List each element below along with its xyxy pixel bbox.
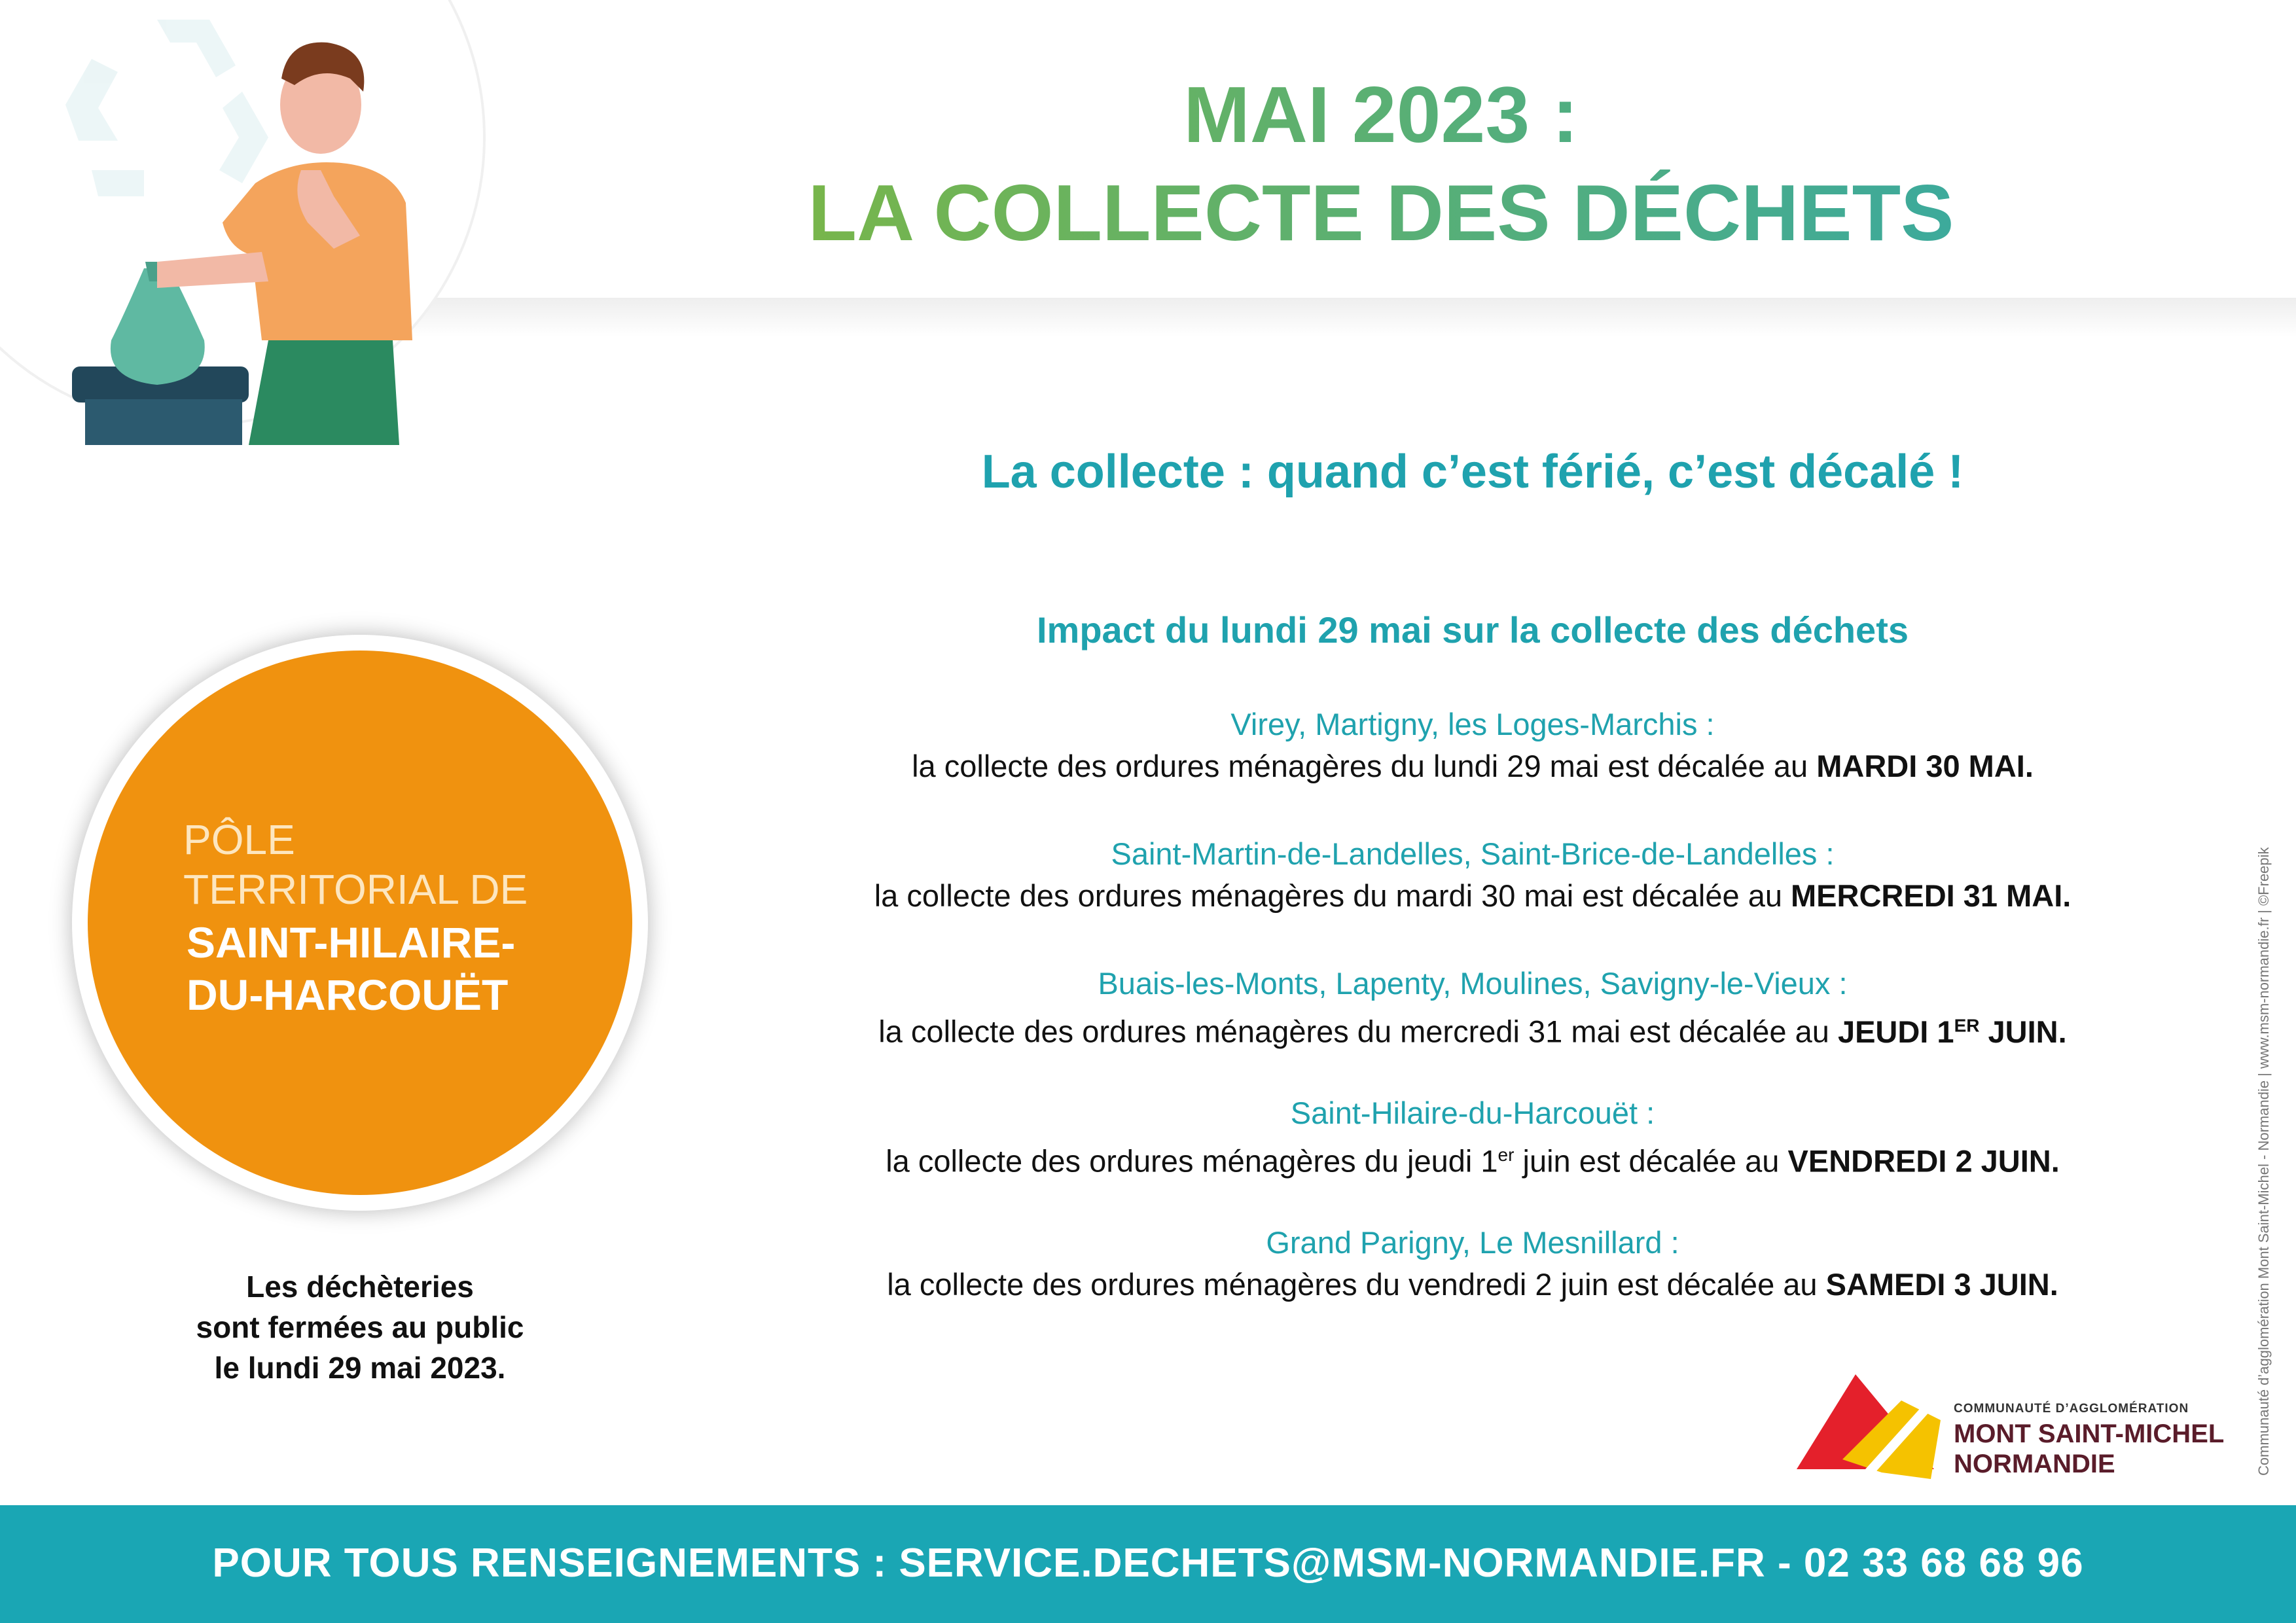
vertical-credit: Communauté d’agglomération Mont Saint-Michel - Normandie | www.msm-normandie.fr | ©Freepik — [2255, 847, 2272, 1476]
entry-description — [655, 745, 2291, 787]
page-title — [759, 65, 2003, 262]
entry-new-day: SAMEDI 3 JUIN. — [1825, 1267, 2058, 1302]
entry-towns: Saint-Martin-de-Landelles, Saint-Brice-de-Landelles : — [1111, 836, 1835, 871]
entry-description — [655, 1134, 2291, 1183]
logo-line-1: MONT SAINT-MICHEL — [1954, 1419, 2225, 1448]
note-line-2: sont fermées au public — [196, 1310, 524, 1344]
pole-line-4: DU-HARCOUËT — [187, 971, 509, 1019]
pole-town-name — [187, 916, 515, 1021]
collection-schedule-list — [655, 704, 2291, 1351]
entry-towns: Grand Parigny, Le Mesnillard : — [1266, 1225, 1679, 1260]
entry-description — [655, 1005, 2291, 1053]
schedule-entry — [655, 833, 2291, 963]
title-line-2: LA COLLECTE DES DÉCHETS — [808, 168, 1954, 257]
entry-text-prefix: la collecte des ordures ménagères du jeudi 1 — [886, 1143, 1498, 1179]
entry-text: la collecte des ordures ménagères du mercredi 31 mai est décalée au — [878, 1014, 1829, 1049]
note-line-1: Les déchèteries — [246, 1270, 474, 1304]
note-line-3: le lundi 29 mai 2023. — [214, 1351, 506, 1385]
entry-new-day-suffix: JUIN. — [1979, 1014, 2067, 1049]
closure-note — [164, 1266, 556, 1388]
schedule-entry — [655, 1222, 2291, 1351]
entry-text: la collecte des ordures ménagères du mardi 30 mai est décalée au — [874, 878, 1782, 913]
entry-new-day — [1838, 1014, 2067, 1049]
entry-towns: Saint-Hilaire-du-Harcouët : — [1290, 1096, 1655, 1130]
entry-description — [655, 875, 2291, 917]
entry-new-day-prefix: JEUDI 1 — [1837, 1014, 1954, 1049]
entry-towns: Virey, Martigny, les Loges-Marchis : — [1230, 707, 1715, 741]
impact-title: Impact du lundi 29 mai sur la collecte des déchets — [1037, 609, 1909, 651]
footer-contact: POUR TOUS RENSEIGNEMENTS : SERVICE.DECHETS@MSM-NORMANDIE.FR - 02 33 68 68 96 — [212, 1541, 2084, 1586]
logo-org-name — [1954, 1419, 2224, 1479]
entry-description — [655, 1264, 2291, 1306]
entry-new-day: MERCREDI 31 MAI. — [1791, 878, 2072, 913]
entry-new-day-sup: ER — [1954, 1015, 1980, 1035]
schedule-entry — [655, 704, 2291, 833]
entry-text: la collecte des ordures ménagères du lundi 29 mai est décalée au — [912, 749, 1808, 783]
pole-line-2: TERRITORIAL DE — [183, 866, 528, 913]
entry-towns: Buais-les-Monts, Lapenty, Moulines, Savigny-le-Vieux : — [1098, 966, 1848, 1001]
schedule-entry — [655, 1092, 2291, 1222]
entry-new-day: VENDREDI 2 JUIN. — [1787, 1143, 2060, 1179]
person-pants — [249, 340, 399, 445]
pole-line-3: SAINT-HILAIRE- — [187, 918, 516, 967]
entry-text-suffix: juin est décalée au — [1514, 1143, 1780, 1179]
subtitle: La collecte : quand c’est férié, c’est décalé ! — [981, 446, 1964, 498]
entry-text-sup: er — [1498, 1145, 1515, 1165]
pole-label — [183, 815, 528, 914]
pole-line-1: PÔLE — [183, 816, 295, 863]
man-holding-trash-bag-illustration — [0, 0, 491, 445]
entry-new-day: MARDI 30 MAI. — [1816, 749, 2034, 783]
schedule-entry — [655, 963, 2291, 1092]
logo-org-type: COMMUNAUTÉ D’AGGLOMÉRATION — [1954, 1402, 2189, 1416]
entry-text: la collecte des ordures ménagères du vendredi 2 juin est décalée au — [887, 1267, 1818, 1302]
title-line-1: MAI 2023 : — [1183, 70, 1579, 159]
logo-line-2: NORMANDIE — [1954, 1450, 2115, 1478]
